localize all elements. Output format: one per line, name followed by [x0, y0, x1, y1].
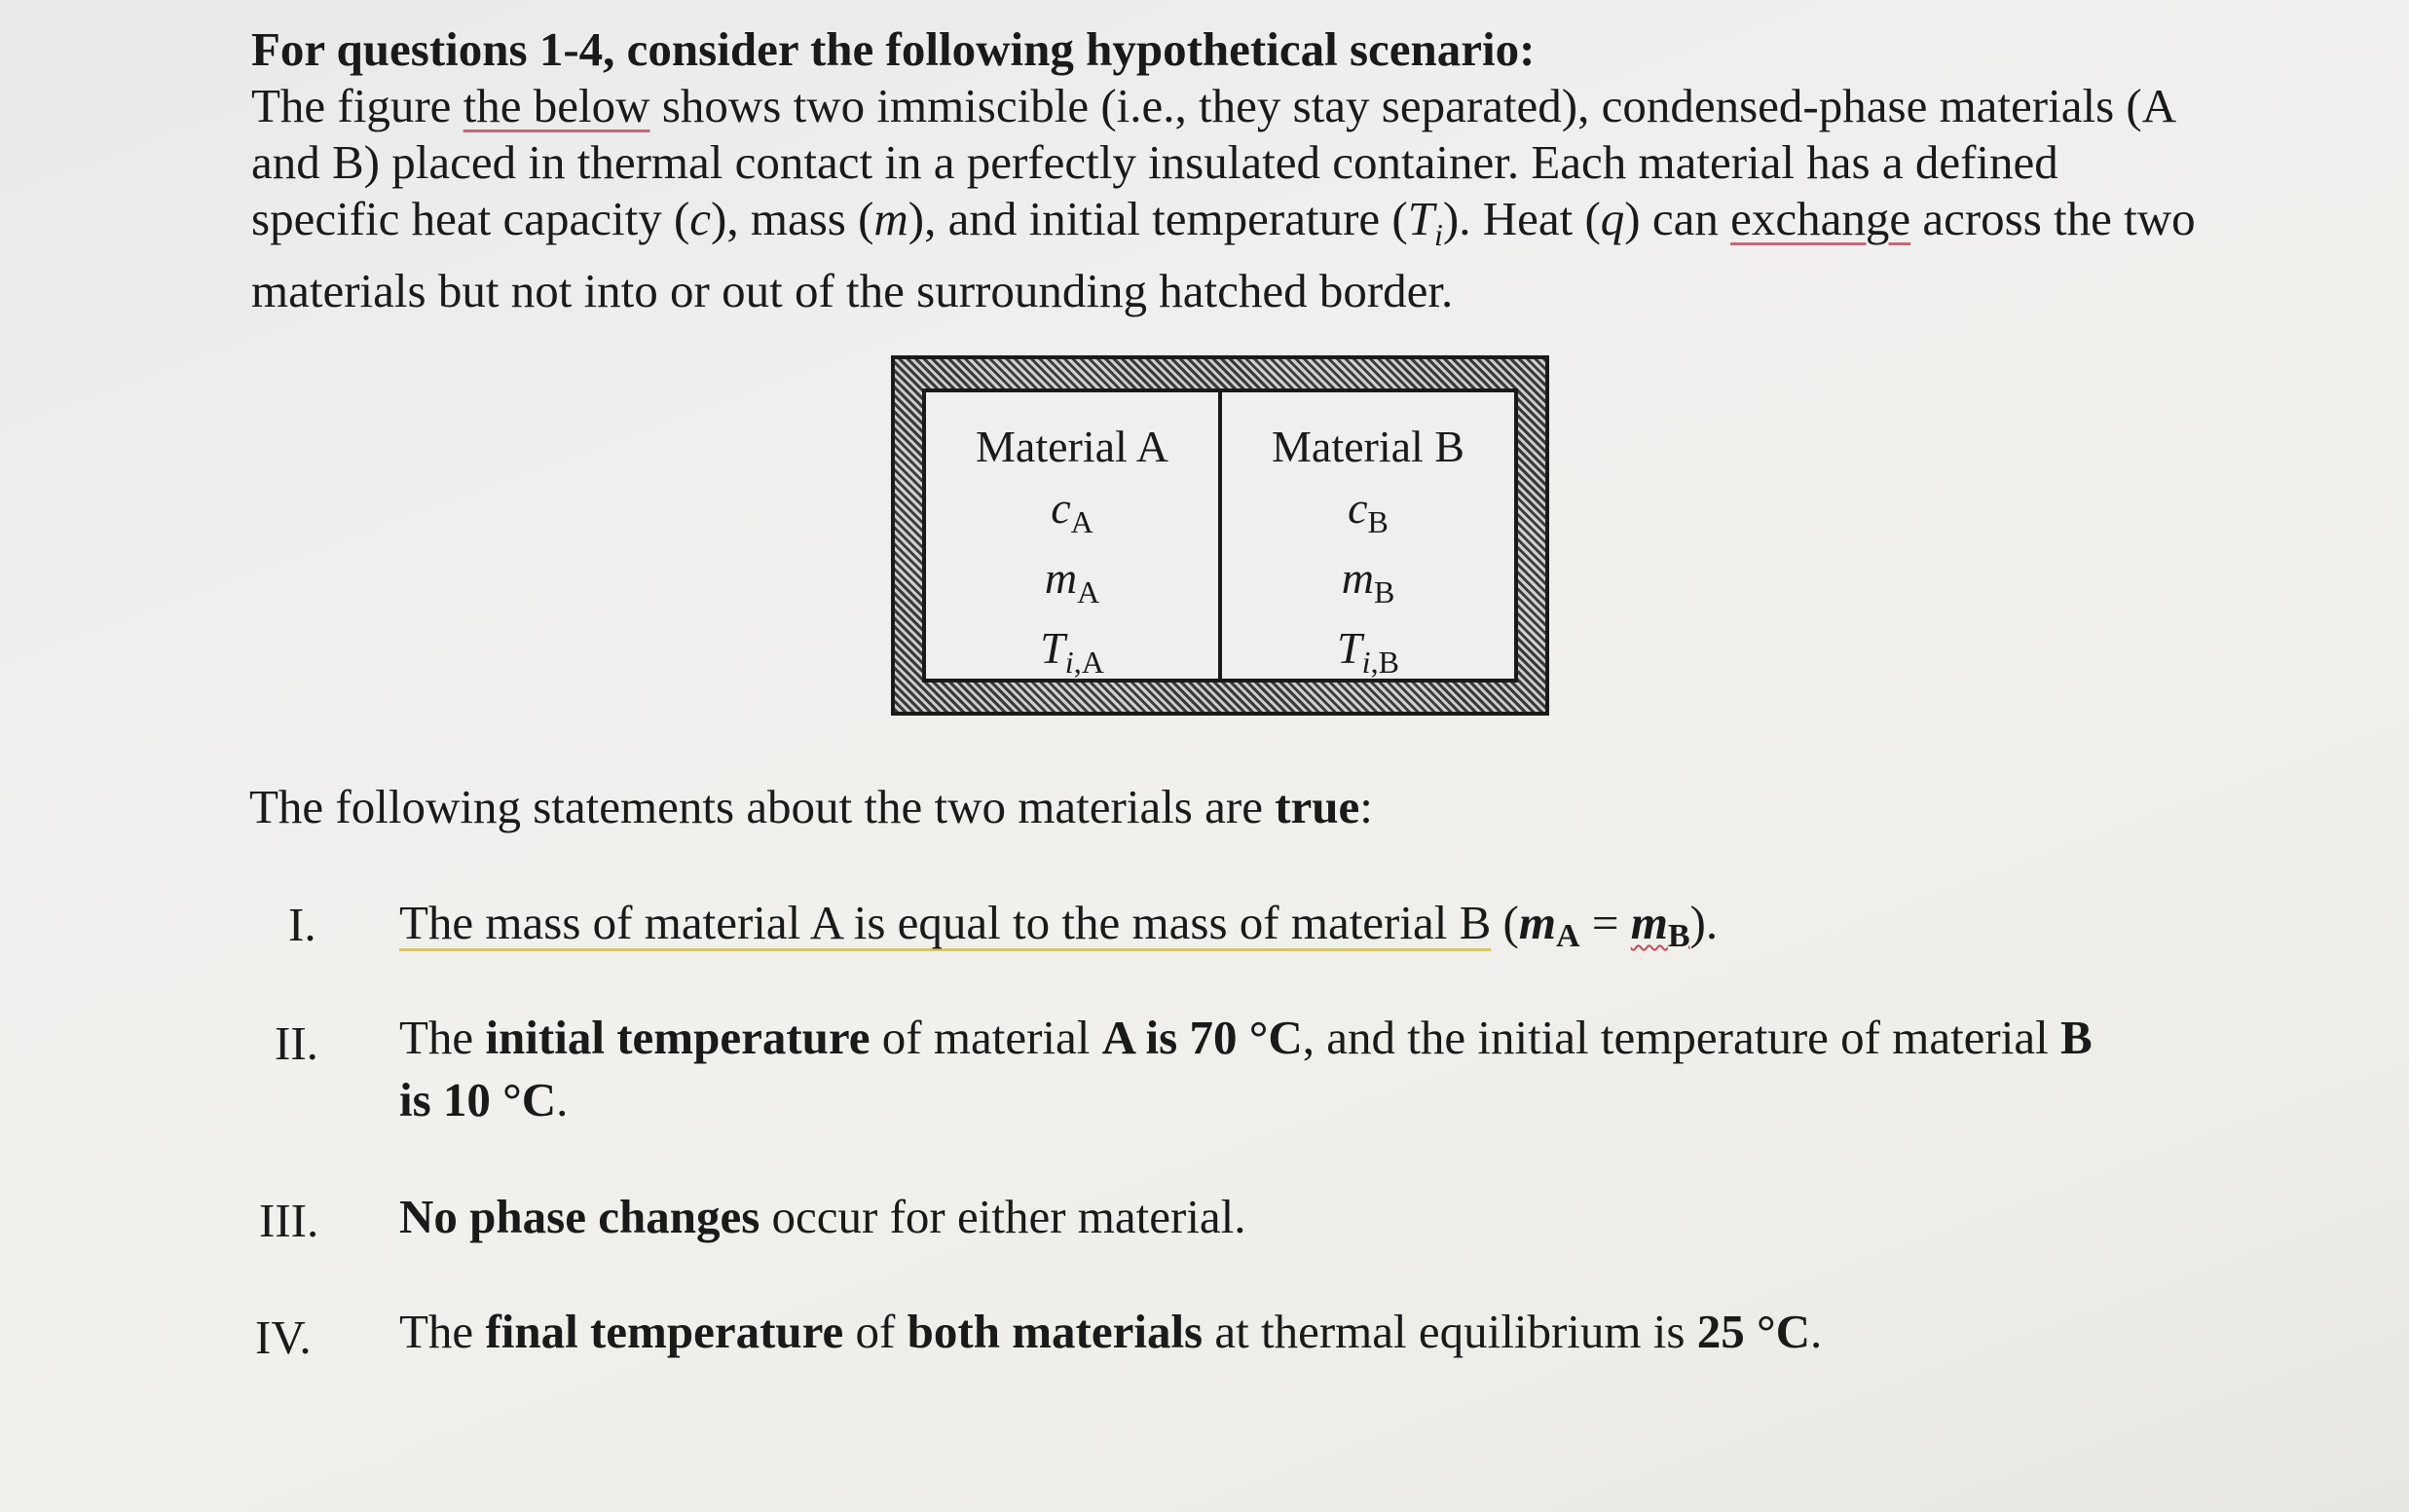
material-a-heat-capacity: $c_A$ — [1051, 483, 1093, 539]
intro-body: The figure the below shows two immiscible (i.e., they stay separated), condensed-phase materials (A and B) placed in thermal contact in a perfectly insulated container. Each material has a defined specific heat capacity (c), mass (m), and initial temperature $(T_i)$. Heat (q) can exchange across the two materials but not into or out of the surrounding hatched border. — [251, 79, 2196, 317]
statement-1: The mass of material A is equal to the mass of material B $(m_A = m_B)$. — [399, 896, 1719, 954]
statement-4-number: IV. — [255, 1310, 312, 1364]
material-b-initial-temp: $T_{i,B}$ — [1337, 623, 1399, 680]
underlined-phrase: the below — [463, 79, 650, 132]
material-b-mass: $m_B$ — [1341, 553, 1395, 609]
statement-2-number: II. — [275, 1016, 318, 1070]
statement-4: The final temperature of both materials at thermal equilibrium is 25 °C. — [399, 1305, 1823, 1358]
material-b-cell — [1218, 392, 1514, 679]
statement-3: No phase changes occur for either material. — [399, 1190, 1246, 1243]
material-b-title: Material B — [1272, 422, 1464, 471]
intro-paragraph — [251, 21, 2199, 319]
statements-intro: The following statements about the two materials are true: — [249, 780, 1373, 833]
underlined-word: exchange — [1730, 192, 1911, 245]
insulated-container-diagram — [891, 355, 1549, 716]
statement-1-number: I. — [288, 898, 316, 951]
materials-box — [922, 388, 1518, 682]
material-b-heat-capacity: $c_B$ — [1348, 483, 1389, 539]
statement-2: The initial temperature of material A is 70 °C, and the initial temperature of material B is 10 °C. — [399, 1011, 2093, 1126]
statement-3-number: III. — [259, 1194, 319, 1247]
material-a-initial-temp: $T_{i,A}$ — [1040, 623, 1104, 680]
material-a-mass: $m_A$ — [1044, 553, 1100, 609]
intro-heading: For questions 1-4, consider the following hypothetical scenario: — [251, 22, 1536, 76]
material-a-cell — [926, 392, 1218, 679]
material-a-title: Material A — [976, 422, 1168, 471]
